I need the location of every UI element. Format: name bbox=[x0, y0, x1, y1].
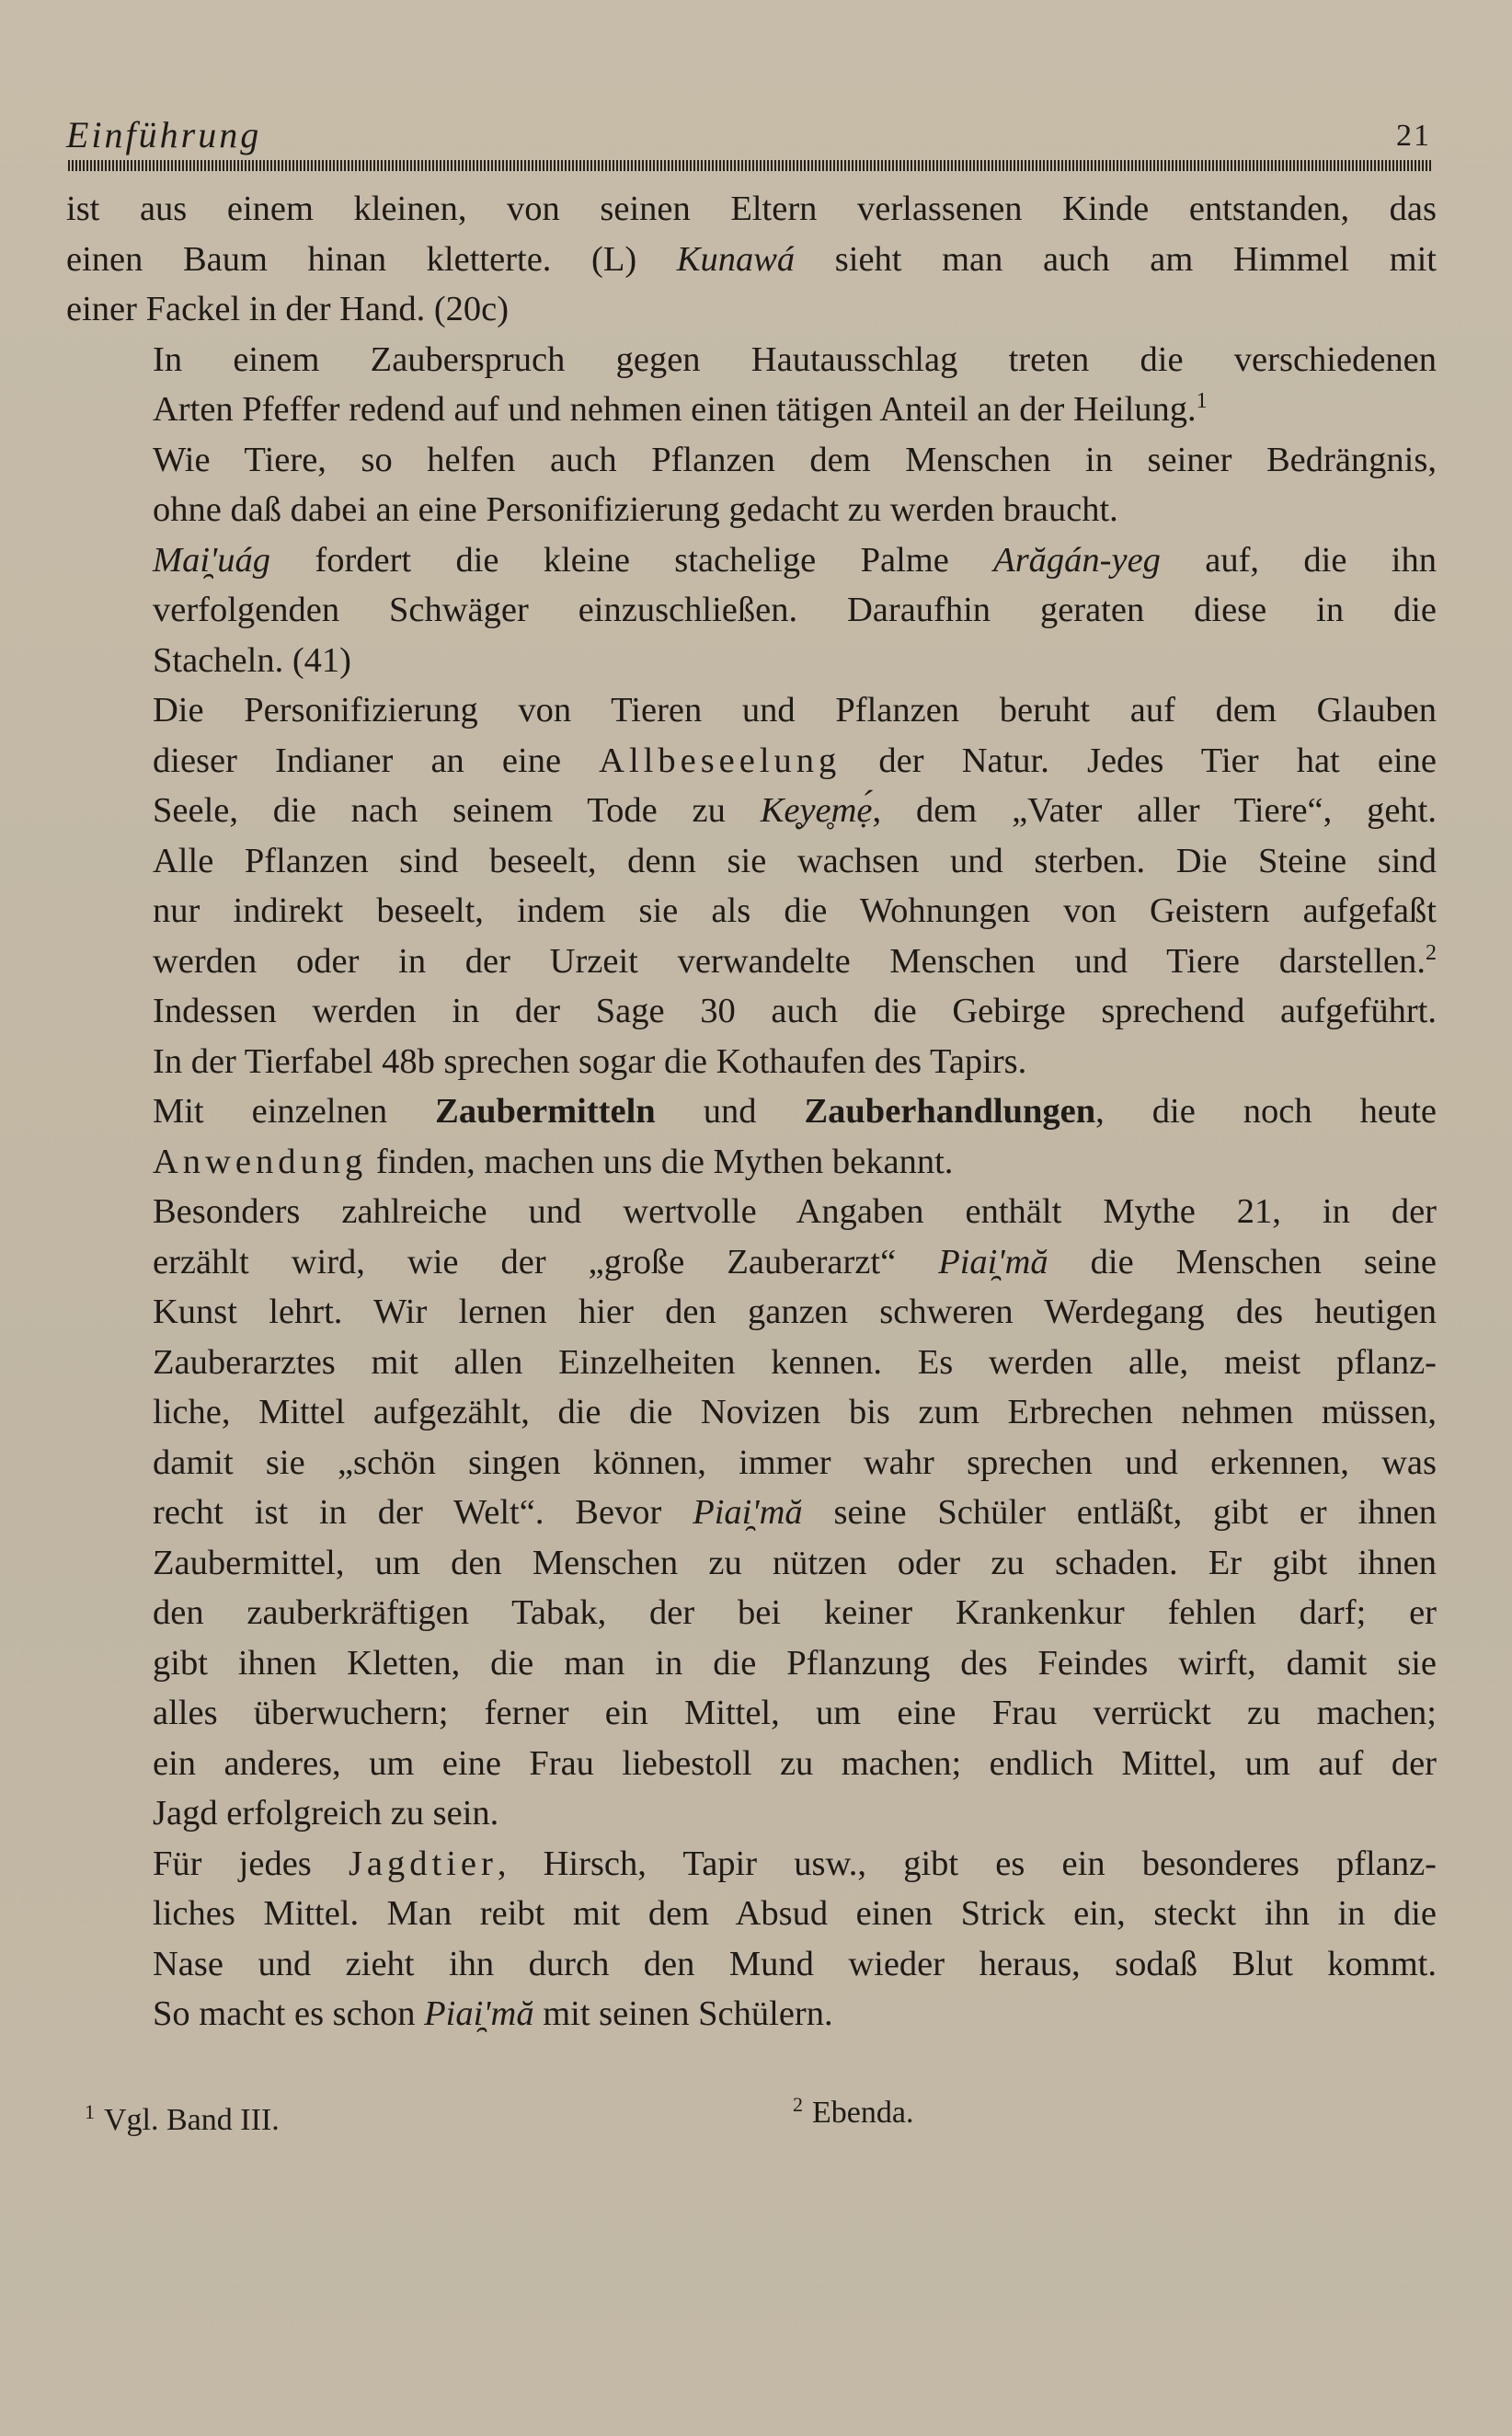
text-line: Anwendung finden, machen uns die Mythen bekannt. bbox=[153, 1142, 954, 1181]
footnote-1 bbox=[85, 2097, 280, 2143]
text-line: Zauberarztes mit allen Einzelheiten kennen. Es werden alle, meist pflanz- bbox=[153, 1342, 1437, 1382]
body-text bbox=[66, 184, 1437, 2040]
text-line: den zauberkräftigen Tabak, der bei keiner Krankenkur fehlen darf; er bbox=[153, 1593, 1437, 1632]
paragraph bbox=[66, 1187, 1437, 1839]
text-line: einer Fackel in der Hand. (20c) bbox=[66, 290, 510, 328]
text-line: alles überwuchern; ferner ein Mittel, um eine Frau verrückt zu machen; bbox=[153, 1694, 1437, 1732]
footnote-2-mark: 2 bbox=[793, 2092, 803, 2116]
text-line: Indessen werden in der Sage 30 auch die Gebirge sprechend aufgeführt. bbox=[153, 992, 1437, 1030]
text-line: damit sie „schön singen können, immer wahr sprechen und erkennen, was bbox=[153, 1442, 1437, 1482]
text-line: Kunst lehrt. Wir lernen hier den ganzen schweren Werdegang des heutigen bbox=[153, 1293, 1437, 1331]
text-line: erzählt wird, wie der „große Zauberarzt“ Piai̯'mă die Menschen seine bbox=[153, 1242, 1437, 1281]
text-line: nur indirekt beseelt, indem sie als die Wohnungen von Geistern aufgefaßt bbox=[153, 891, 1437, 930]
text-line: ohne daß dabei an eine Personifizierung gedacht zu werden braucht. bbox=[153, 490, 1118, 529]
text-line: So macht es schon Piai̯'mă mit seinen Schülern. bbox=[153, 1994, 833, 2033]
running-title: Einführung bbox=[66, 114, 262, 155]
text-line: Wie Tiere, so helfen auch Pflanzen dem Menschen in seiner Bedrängnis, bbox=[153, 440, 1437, 479]
footnote-1-text: Vgl. Band III. bbox=[104, 2103, 280, 2137]
paragraph bbox=[66, 1839, 1437, 2040]
text-line: ein anderes, um eine Frau liebestoll zu machen; endlich Mittel, um auf der bbox=[153, 1743, 1437, 1783]
text-line: recht ist in der Welt“. Bevor Piai̯'mă seine Schüler entläßt, gibt er ihnen bbox=[153, 1493, 1437, 1532]
footnotes bbox=[85, 2090, 1280, 2136]
text-line: Für jedes Jagdtier, Hirsch, Tapir usw., gibt es ein besonderes pflanz- bbox=[153, 1844, 1437, 1883]
page-number: 21 bbox=[1396, 119, 1431, 153]
footnote-1-mark: 1 bbox=[85, 2099, 95, 2123]
text-line: Stacheln. (41) bbox=[153, 640, 351, 680]
paragraph bbox=[66, 685, 1437, 1086]
paragraph bbox=[66, 184, 1437, 335]
text-line: dieser Indianer an eine Allbeseelung der Natur. Jedes Tier hat eine bbox=[153, 741, 1437, 780]
text-line: Die Personifizierung von Tieren und Pflanzen beruht auf dem Glauben bbox=[153, 691, 1437, 730]
text-line: einen Baum hinan kletterte. (L) Kunawá sieht man auch am Himmel mit bbox=[66, 239, 1437, 279]
paragraph bbox=[66, 335, 1437, 435]
text-line: liche, Mittel aufgezählt, die die Novizen bis zum Erbrechen nehmen müssen, bbox=[153, 1393, 1437, 1431]
text-line: Seele, die nach seinem Tode zu Ke̥ye̥mẹ́, dem „Vater aller Tiere“, geht. bbox=[153, 791, 1437, 830]
paragraph bbox=[66, 1086, 1437, 1187]
paragraph bbox=[66, 435, 1437, 535]
header-rule bbox=[68, 160, 1431, 171]
text-line: Arten Pfeffer redend auf und nehmen einen tätigen Anteil an der Heilung.$^1$ bbox=[153, 389, 1208, 429]
text-line: Alle Pflanzen sind beseelt, denn sie wachsen und sterben. Die Steine sind bbox=[153, 841, 1437, 880]
text-line: liches Mittel. Man reibt mit dem Absud einen Strick ein, steckt ihn in die bbox=[153, 1894, 1437, 1933]
text-line: Mai̯'uág fordert die kleine stachelige Palme Arăgán-yeg auf, die ihn bbox=[153, 540, 1438, 580]
text-line: Jagd erfolgreich zu sein. bbox=[153, 1794, 499, 1833]
text-line: werden oder in der Urzeit verwandelte Menschen und Tiere darstellen.$^2$ bbox=[153, 940, 1437, 981]
text-line: verfolgenden Schwäger einzuschließen. Daraufhin geraten diese in die bbox=[153, 591, 1437, 629]
text-line: Zaubermittel, um den Menschen zu nützen oder zu schaden. Er gibt ihnen bbox=[153, 1543, 1437, 1582]
running-head bbox=[66, 112, 1431, 158]
text-line: ist aus einem kleinen, von seinen Eltern verlassenen Kinde entstanden, das bbox=[66, 190, 1437, 228]
footnote-2-text: Ebenda. bbox=[812, 2096, 914, 2130]
text-line: In der Tierfabel 48b sprechen sogar die Kothaufen des Tapirs. bbox=[153, 1041, 1027, 1081]
text-line: Nase und zieht ihn durch den Mund wieder heraus, sodaß Blut kommt. bbox=[153, 1944, 1437, 1983]
text-line: gibt ihnen Kletten, die man in die Pflanzung des Feindes wirft, damit sie bbox=[153, 1643, 1437, 1683]
text-line: Mit einzelnen Zaubermitteln und Zauberhandlungen, die noch heute bbox=[153, 1092, 1438, 1131]
text-line: Besonders zahlreiche und wertvolle Angaben enthält Mythe 21, in der bbox=[153, 1192, 1437, 1231]
paragraph bbox=[66, 535, 1437, 686]
text-line: In einem Zauberspruch gegen Hautausschlag treten die verschiedenen bbox=[153, 339, 1437, 379]
footnote-2 bbox=[793, 2090, 913, 2136]
